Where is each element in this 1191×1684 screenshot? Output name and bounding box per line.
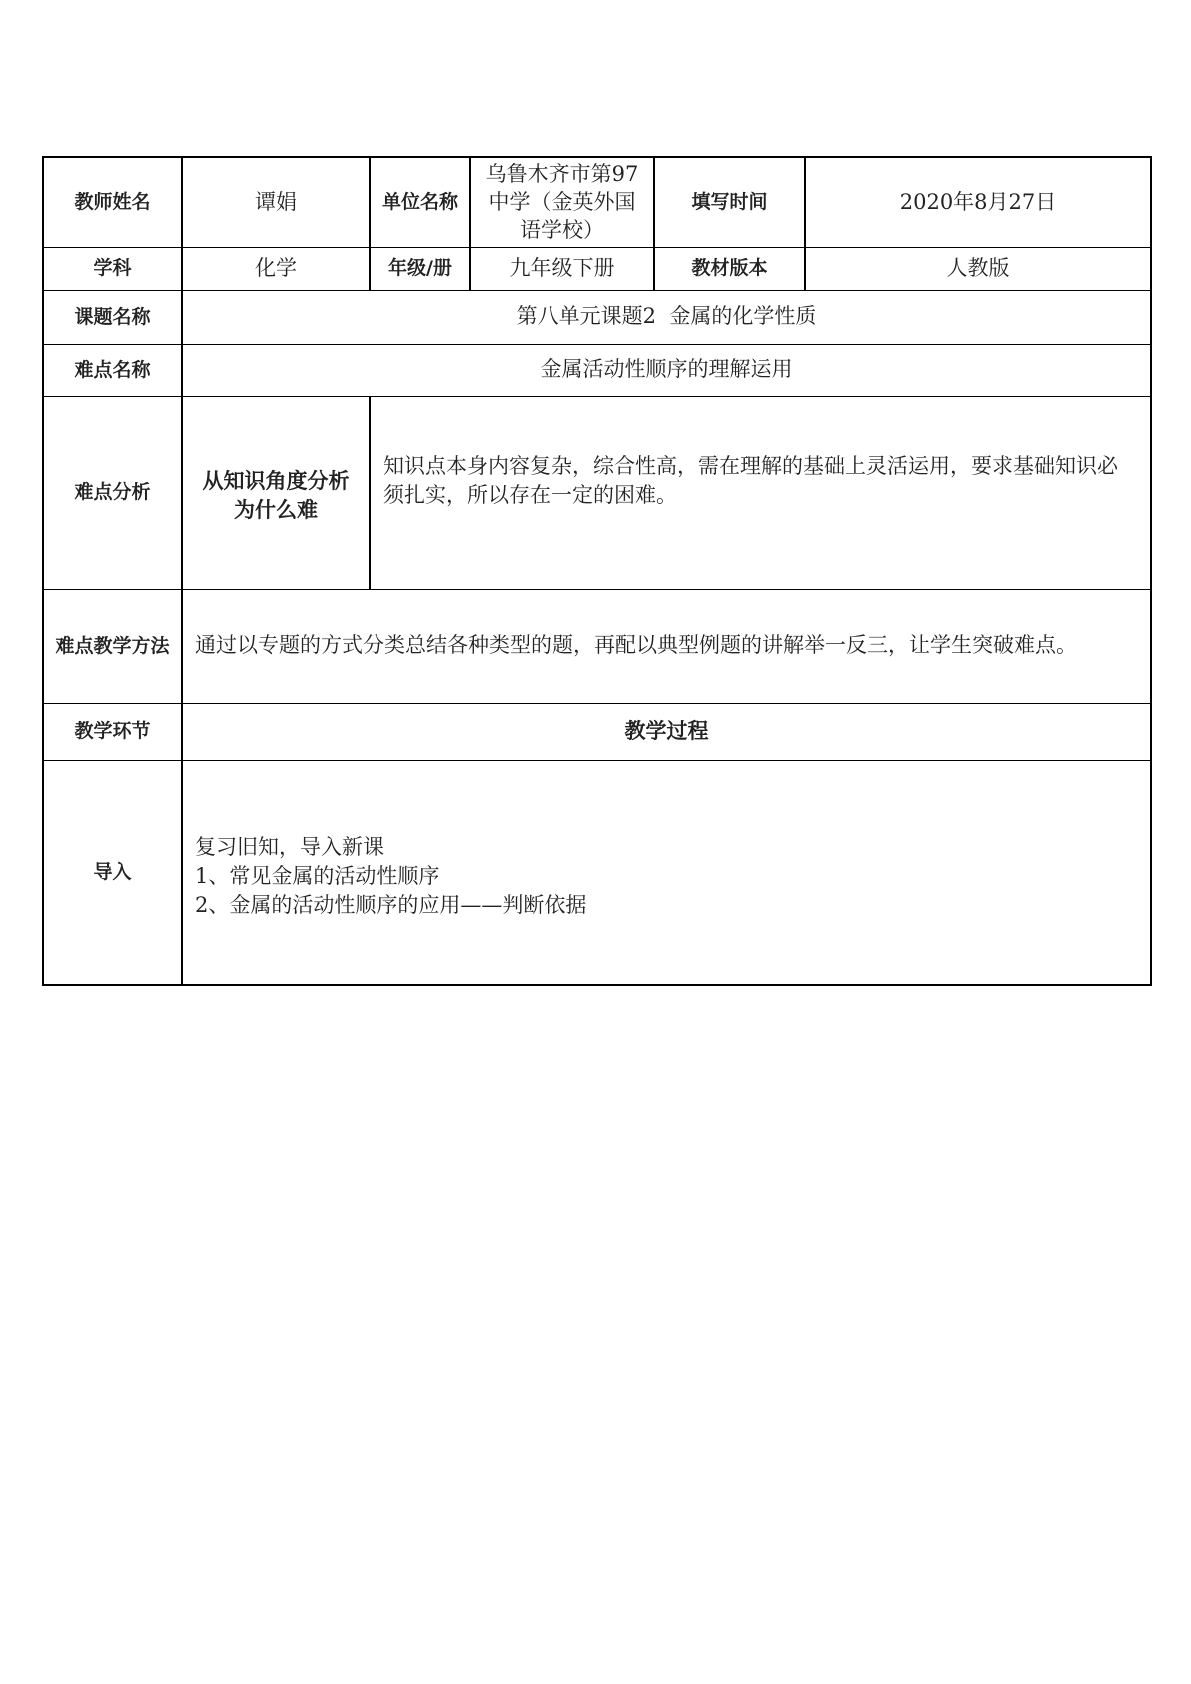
topic-label: 课题名称	[43, 290, 182, 344]
header-row	[43, 157, 1151, 247]
method-text: 通过以专题的方式分类总结各种类型的题，再配以典型例题的讲解举一反三，让学生突破难点。	[182, 589, 1151, 703]
edition-value: 人教版	[805, 247, 1151, 290]
grade-label: 年级/册	[370, 247, 470, 290]
teacher-name: 谭娟	[182, 157, 370, 247]
intro-line: 复习旧知，导入新课	[195, 834, 384, 859]
process-header-row	[43, 703, 1151, 760]
topic-row	[43, 290, 1151, 344]
unit-name: 乌鲁木齐市第97中学（金英外国语学校）	[470, 157, 654, 247]
lesson-plan-table	[42, 156, 1152, 986]
subject-label: 学科	[43, 247, 182, 290]
unit-label: 单位名称	[370, 157, 470, 247]
intro-row	[43, 760, 1151, 985]
method-row	[43, 589, 1151, 703]
analysis-row	[43, 396, 1151, 589]
topic-value: 第八单元课题2 金属的化学性质	[182, 290, 1151, 344]
analysis-text: 知识点本身内容复杂，综合性高，需在理解的基础上灵活运用，要求基础知识必须扎实，所以存在一定的困难。	[370, 396, 1151, 589]
method-label: 难点教学方法	[43, 589, 182, 703]
difficulty-value: 金属活动性顺序的理解运用	[182, 344, 1151, 396]
edition-label: 教材版本	[654, 247, 805, 290]
process-title: 教学过程	[182, 703, 1151, 760]
info-row	[43, 247, 1151, 290]
fill-date: 2020年8月27日	[805, 157, 1151, 247]
grade-value: 九年级下册	[470, 247, 654, 290]
intro-content	[182, 760, 1151, 985]
date-label: 填写时间	[654, 157, 805, 247]
analysis-label: 难点分析	[43, 396, 182, 589]
subject-value: 化学	[182, 247, 370, 290]
process-stage-label: 教学环节	[43, 703, 182, 760]
intro-label: 导入	[43, 760, 182, 985]
teacher-label: 教师姓名	[43, 157, 182, 247]
difficulty-label: 难点名称	[43, 344, 182, 396]
analysis-sub-label: 从知识角度分析为什么难	[182, 396, 370, 589]
intro-line: 2、金属的活动性顺序的应用——判断依据	[195, 893, 587, 918]
difficulty-row	[43, 344, 1151, 396]
intro-line: 1、常见金属的活动性顺序	[195, 863, 440, 888]
